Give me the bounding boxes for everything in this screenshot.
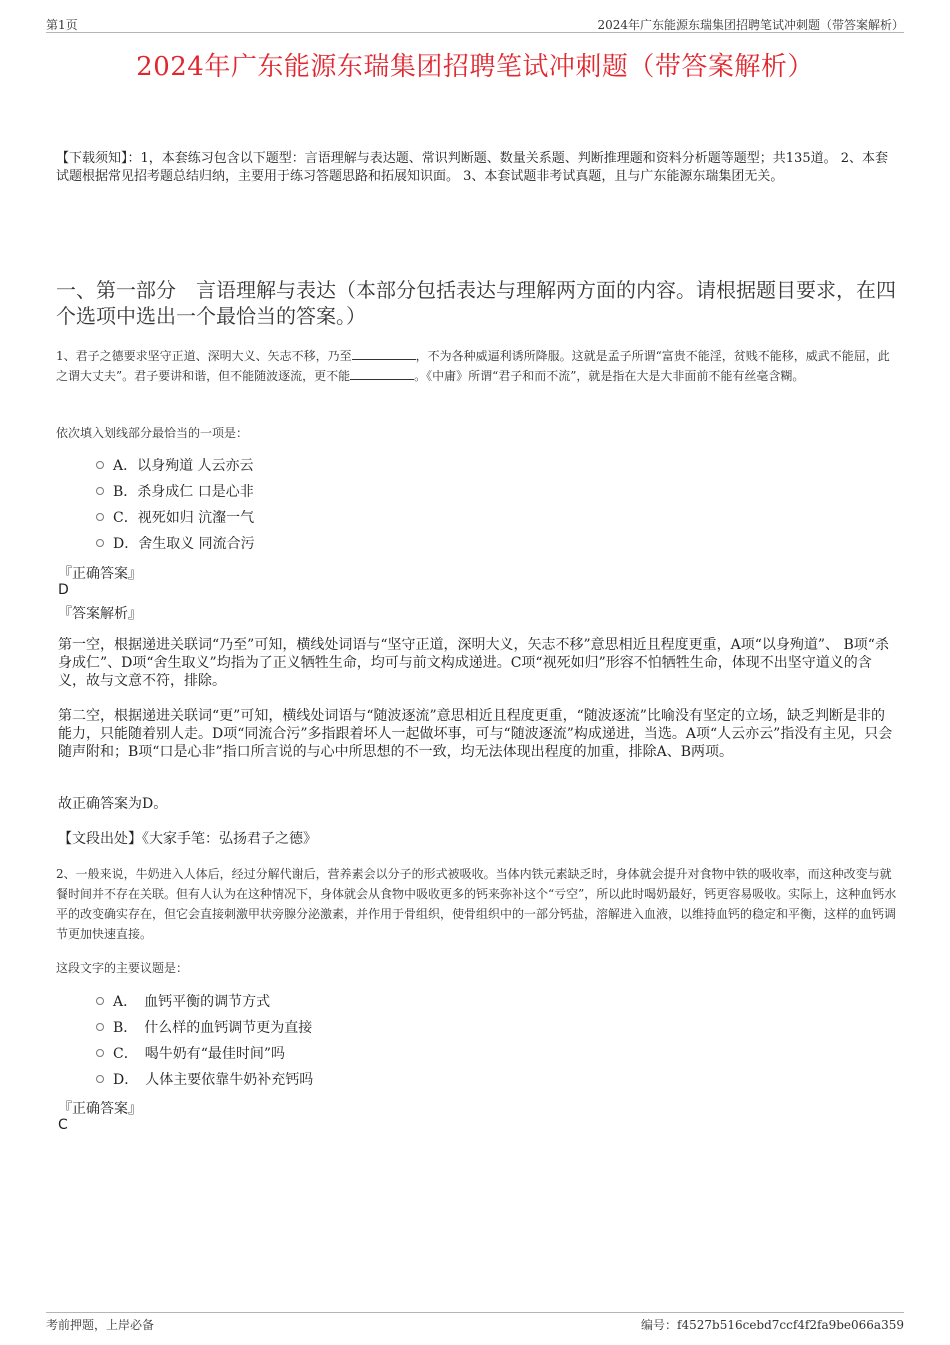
header-doc-title: 2024年广东能源东瑞集团招聘笔试冲刺题（带答案解析）	[597, 18, 904, 32]
question-1-options	[96, 452, 255, 556]
page-header	[46, 14, 904, 33]
radio-icon[interactable]	[96, 513, 104, 521]
option-a[interactable]: A．以身殉道 人云亦云	[96, 452, 255, 478]
question-1-text: 1、君子之德要求坚守正道、深明大义、矢志不移，乃至 ，不为各种威逼利诱所降服。这就是孟子所谓“富贵不能淫，贫贱不能移，威武不能屈，此之谓大丈夫”。君子要讲和谐，但不能随波逐流，更不能 。《中庸》所谓“君子和而不流”，就是指在大是大非面前不能有丝毫含糊。	[56, 349, 890, 383]
document-title: 2024年广东能源东瑞集团招聘笔试冲刺题（带答案解析）	[136, 52, 814, 82]
question-1-prompt: 依次填入划线部分最恰当的一项是：	[56, 426, 249, 440]
option-c[interactable]: C．视死如归 沆瀣一气	[96, 504, 255, 530]
analysis-label: 『答案解析』	[58, 606, 142, 622]
analysis-paragraph-1: 第一空，根据递进关联词“乃至”可知，横线处词语与“坚守正道，深明大义，矢志不移”意思相近且程度更重，A项“以身殉道”、 B项“杀身成仁”、D项“舍生取义”均指为了正义牺牲生命，均可与前文构成递进。C项“视死如归”形容不怕牺牲生命，体现不出坚守道义的含义，故与文意不符，排除。	[58, 637, 889, 689]
correct-answer: C	[58, 1117, 68, 1133]
page-footer	[46, 1312, 904, 1332]
download-notice: 【下载须知】：1，本套练习包含以下题型：言语理解与表达题、常识判断题、数量关系题、判断推理题和资料分析题等题型；共135道。 2、本套试题根据常见招考题总结归纳，主要用于练习答题思路和拓展知识面。 3、本套试题非考试真题，且与广东能源东瑞集团无关。	[56, 151, 888, 184]
radio-icon[interactable]	[96, 1023, 104, 1031]
correct-answer-label: 『正确答案』	[58, 1101, 142, 1117]
radio-icon[interactable]	[96, 1075, 104, 1083]
footer-slogan: 考前押题，上岸必备	[46, 1318, 155, 1332]
radio-icon[interactable]	[96, 1049, 104, 1057]
blank-1	[352, 347, 416, 360]
correct-answer-label: 『正确答案』	[58, 566, 142, 582]
source-citation: 【文段出处】《大家手笔：弘扬君子之德》	[58, 831, 317, 847]
question-2-prompt: 这段文字的主要议题是：	[56, 961, 189, 975]
option-a[interactable]: A． 血钙平衡的调节方式	[96, 988, 313, 1014]
analysis-paragraph-2: 第二空，根据递进关联词“更”可知，横线处词语与“随波逐流”意思相近且程度更重，“随波逐流”比喻没有坚定的立场，缺乏判断是非的能力，只能随着别人走。D项“同流合污”多指跟着坏人一起做坏事，可与“随波逐流”构成递进，当选。A项“人云亦云”指没有主见，只会随声附和；B项“口是心非”指口所言说的与心中所思想的不一致，均无法体现出程度的加重，排除A、B两项。	[58, 708, 893, 760]
option-d[interactable]: D．舍生取义 同流合污	[96, 530, 255, 556]
radio-icon[interactable]	[96, 487, 104, 495]
option-c[interactable]: C． 喝牛奶有“最佳时间”吗	[96, 1040, 313, 1066]
section-title: 一、第一部分 言语理解与表达（本部分包括表达与理解两方面的内容。请根据题目要求，在四个选项中选出一个最恰当的答案。）	[56, 278, 896, 328]
option-d[interactable]: D． 人体主要依靠牛奶补充钙吗	[96, 1066, 313, 1092]
radio-icon[interactable]	[96, 461, 104, 469]
blank-2	[350, 367, 414, 380]
option-b[interactable]: B． 什么样的血钙调节更为直接	[96, 1014, 313, 1040]
radio-icon[interactable]	[96, 539, 104, 547]
question-2-options	[96, 988, 313, 1092]
page-number: 第1页	[46, 18, 78, 32]
analysis-conclusion: 故正确答案为D。	[58, 796, 168, 812]
footer-serial: 编号：f4527b516cebd7ccf4f2fa9be066a359	[641, 1318, 904, 1332]
question-2-text: 2、一般来说，牛奶进入人体后，经过分解代谢后，营养素会以分子的形式被吸收。当体内铁元素缺乏时，身体就会提升对食物中铁的吸收率，而这种改变与就餐时间并不存在关联。但有人认为在这种情况下，身体就会从食物中吸收更多的钙来弥补这个“亏空”，所以此时喝奶最好，钙更容易吸收。实际上，这种血钙水平的改变确实存在，但它会直接刺激甲状旁腺分泌激素，并作用于骨组织，使骨组织中的一部分钙盐，溶解进入血液，以维持血钙的稳定和平衡，这样的血钙调节更加快速直接。	[56, 867, 897, 941]
correct-answer: D	[58, 582, 69, 598]
radio-icon[interactable]	[96, 997, 104, 1005]
option-b[interactable]: B．杀身成仁 口是心非	[96, 478, 255, 504]
